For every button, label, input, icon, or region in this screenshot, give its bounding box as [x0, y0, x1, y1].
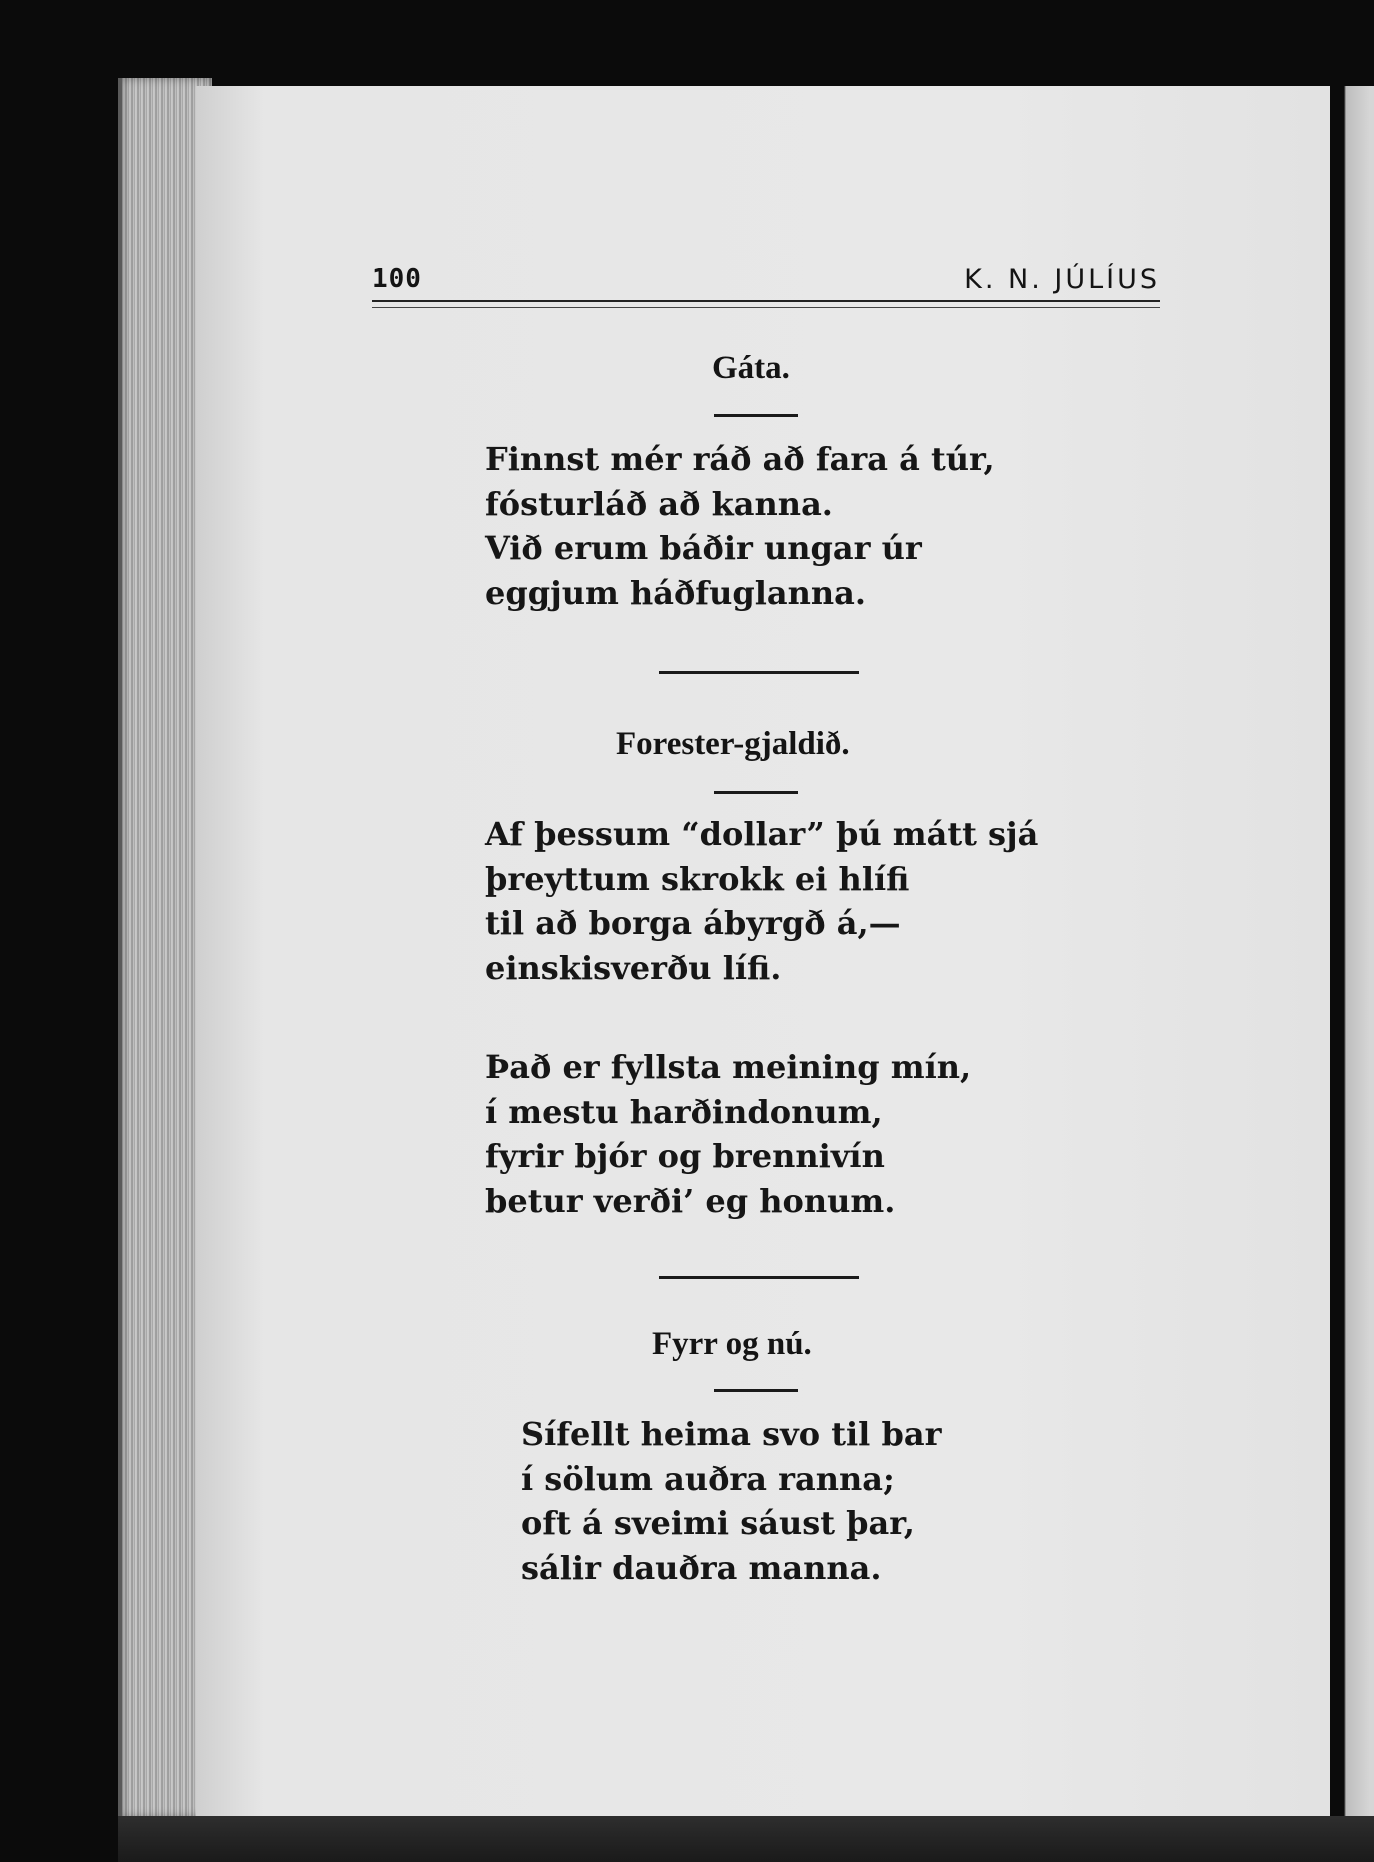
- poem-title: Fyrr og nú.: [652, 1326, 812, 1362]
- section-divider: [659, 671, 859, 674]
- running-head: K. N. JÚLÍUS: [964, 264, 1160, 295]
- title-rule: [714, 791, 798, 794]
- verse-line: Það er fyllsta meining mín,: [485, 1048, 972, 1086]
- verse-line: oft á sveimi sáust þar,: [521, 1504, 915, 1542]
- verse-line: einskisverðu lífi.: [485, 948, 782, 987]
- verse-line: þreyttum skrokk ei hlífi: [485, 859, 910, 898]
- verse-line: fósturláð að kanna.: [485, 484, 833, 523]
- gutter-edge: [1330, 86, 1374, 1816]
- verse-line: Finnst mér ráð að fara á túr,: [485, 440, 995, 478]
- verse-line: Við erum báðir ungar úr: [485, 529, 922, 567]
- verse-line: fyrir bjór og brennivín: [485, 1137, 885, 1175]
- verse-line: til að borga ábyrgð á,—: [485, 904, 901, 942]
- page-number: 100: [372, 264, 422, 294]
- verse-line: Sífellt heima svo til bar: [521, 1415, 942, 1453]
- header-rule: [372, 300, 1160, 308]
- title-rule: [714, 414, 798, 417]
- verse-line: í sölum auðra ranna;: [521, 1459, 895, 1498]
- verse-line: eggjum háðfuglanna.: [485, 573, 866, 612]
- page-bottom-shadow: [118, 1816, 1374, 1862]
- stanza: [485, 1045, 971, 1223]
- poem-title: Gáta.: [712, 350, 790, 386]
- verse-line: sálir dauðra manna.: [521, 1548, 882, 1587]
- stanza: [521, 1412, 941, 1590]
- stanza: [485, 437, 995, 615]
- verse-line: Af þessum “dollar” þú mátt sjá: [485, 815, 1039, 853]
- poem-title: Forester-gjaldið.: [616, 726, 850, 762]
- verse-line: betur verði’ eg honum.: [485, 1181, 896, 1220]
- verse-line: í mestu harðindonum,: [485, 1092, 883, 1131]
- page-header: [372, 264, 1160, 304]
- title-rule: [714, 1389, 798, 1392]
- stanza: [485, 812, 1038, 990]
- section-divider: [659, 1276, 859, 1279]
